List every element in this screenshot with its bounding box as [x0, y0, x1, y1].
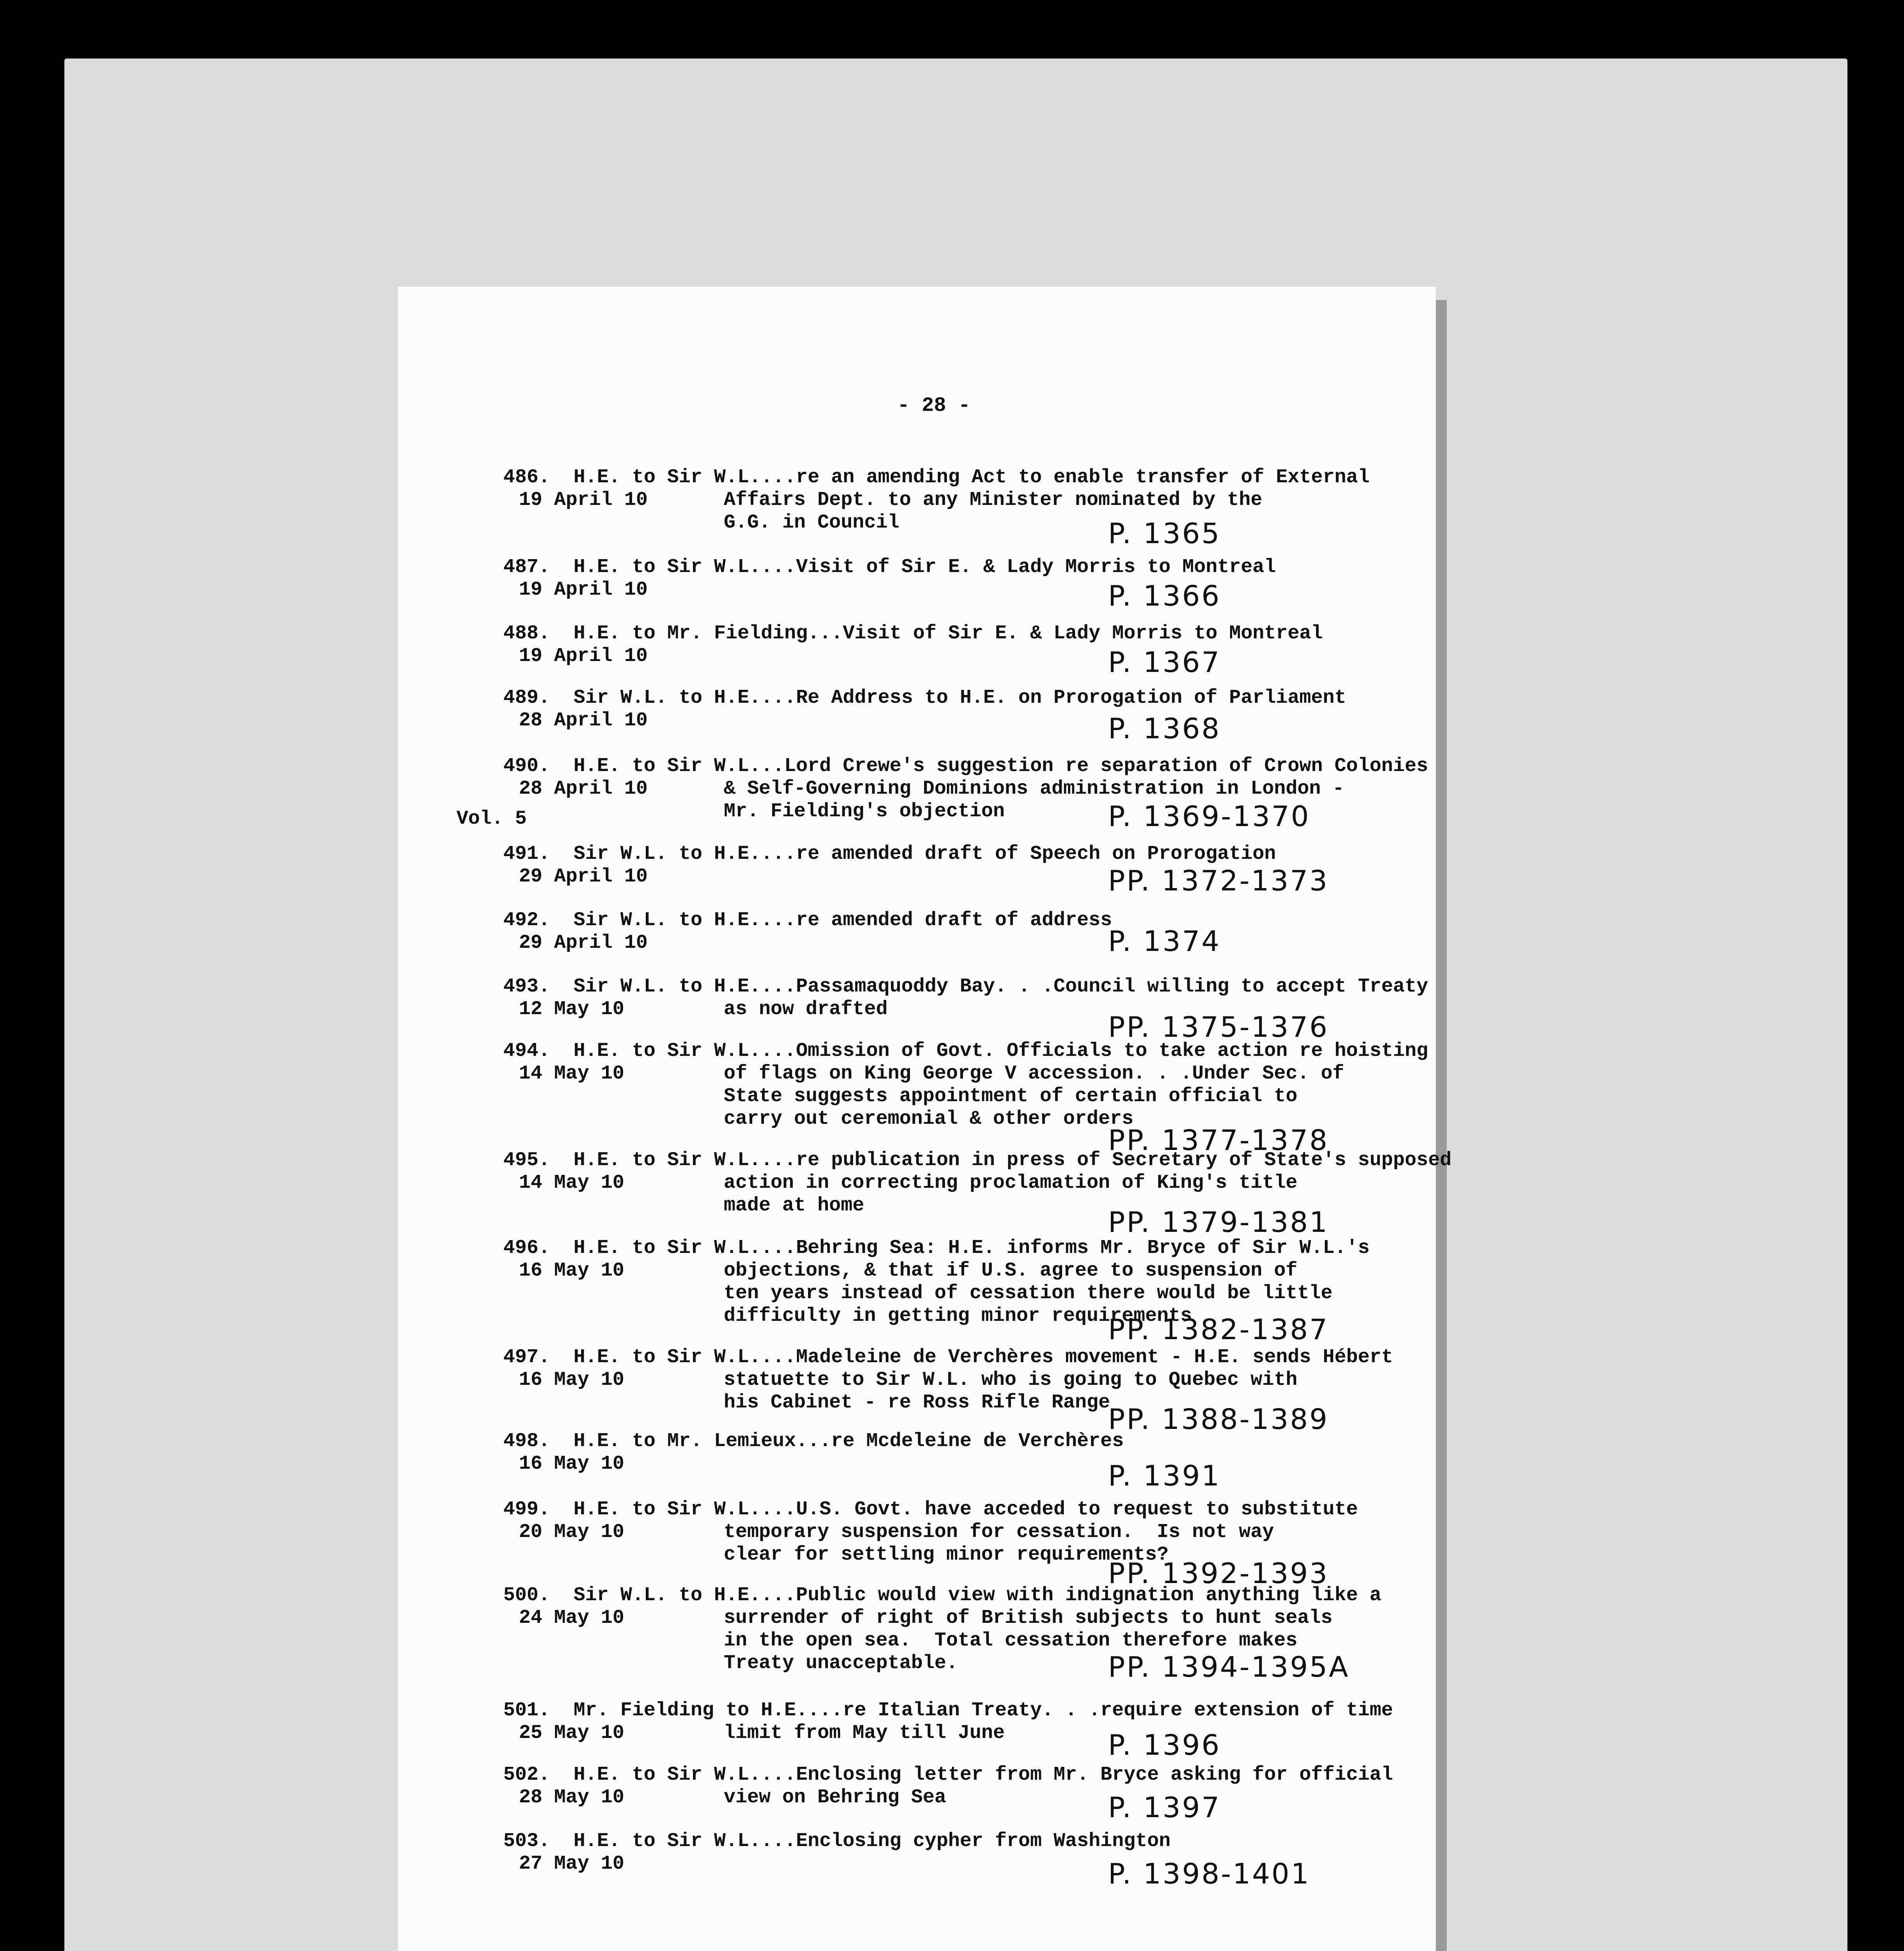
page-reference: P. 1391: [1108, 1459, 1221, 1492]
page-reference: P. 1396: [1108, 1729, 1221, 1761]
entry-parties: H.E. to Sir W.L....: [574, 1346, 796, 1368]
entry-line: [503, 1722, 1440, 1745]
entry-text: of flags on King George V accession. . .Under Sec. of: [724, 1063, 1345, 1085]
entry-parties: H.E. to Sir W.L....: [574, 1830, 796, 1852]
entry-parties: H.E. to Sir W.L....: [574, 1040, 796, 1062]
entry-heading: [503, 1830, 1440, 1853]
page-reference: PP. 1372-1373: [1108, 864, 1329, 897]
entry-parties: H.E. to Mr. Fielding...: [574, 622, 843, 645]
entry-parties: H.E. to Sir W.L....: [574, 1498, 796, 1521]
page-reference: PP. 1379-1381: [1108, 1206, 1329, 1238]
entry-number: 494.: [503, 1040, 551, 1062]
entry-text: ten years instead of cessation there would be little: [724, 1282, 1333, 1304]
entry-heading: [503, 556, 1440, 579]
entry-number: 492.: [503, 909, 551, 931]
entry-498: [503, 1430, 1440, 1475]
entry-heading: [503, 1346, 1440, 1369]
entry-text: Behring Sea: H.E. informs Mr. Bryce of Sir W.L.'s: [796, 1237, 1370, 1259]
entry-text: Treaty unacceptable.: [724, 1652, 958, 1674]
entry-number: 503.: [503, 1830, 551, 1852]
entry-486: [503, 466, 1440, 534]
entry-line: [503, 1607, 1440, 1629]
entry-parties: Sir W.L. to H.E....: [574, 909, 796, 931]
entry-number: 495.: [503, 1149, 551, 1171]
entry-parties: H.E. to Sir W.L....: [574, 466, 796, 489]
entry-heading: [503, 1149, 1452, 1172]
entry-date: 14 May 10: [519, 1172, 625, 1194]
entry-date: 27 May 10: [519, 1853, 625, 1875]
entry-text: re an amending Act to enable transfer of External: [796, 466, 1370, 489]
entry-date: 19 April 10: [519, 645, 648, 667]
entry-number: 498.: [503, 1430, 551, 1452]
entry-489: [503, 687, 1440, 732]
entry-text: Enclosing letter from Mr. Bryce asking for official: [796, 1764, 1393, 1786]
entry-date: 12 May 10: [519, 998, 625, 1020]
entry-text: Public would view with indignation anything like a: [796, 1584, 1382, 1606]
page-reference: P. 1368: [1108, 712, 1221, 745]
entry-heading: [503, 1498, 1440, 1521]
entry-text: clear for settling minor requirements?: [724, 1544, 1169, 1566]
page-reference: PP. 1394-1395A: [1108, 1651, 1350, 1683]
entry-date: 19 April 10: [519, 579, 648, 601]
entry-line: [503, 709, 1440, 732]
entry-text: objections, & that if U.S. agree to suspension of: [724, 1260, 1298, 1282]
entry-line: [503, 1063, 1440, 1085]
entry-heading: [503, 755, 1440, 778]
entry-date: 16 May 10: [519, 1260, 625, 1282]
entry-date: 20 May 10: [519, 1521, 625, 1543]
entry-487: [503, 556, 1440, 601]
entry-date: 16 May 10: [519, 1369, 625, 1391]
entry-number: 488.: [503, 622, 551, 645]
entry-488: [503, 622, 1440, 668]
entry-parties: H.E. to Sir W.L...: [574, 755, 785, 777]
page-number: - 28 -: [897, 394, 971, 417]
entry-text: made at home: [724, 1194, 865, 1217]
entry-line: [503, 1453, 1440, 1475]
entry-text: G.G. in Council: [724, 512, 900, 534]
entry-text: action in correcting proclamation of King's title: [724, 1172, 1298, 1194]
entry-date: 24 May 10: [519, 1607, 625, 1629]
entry-date: 16 May 10: [519, 1453, 625, 1475]
entry-parties: Sir W.L. to H.E....: [574, 843, 796, 865]
entry-text: Visit of Sir E. & Lady Morris to Montreal: [843, 622, 1323, 645]
entry-date: 19 April 10: [519, 489, 648, 511]
entry-heading: [503, 1430, 1440, 1453]
page-reference: PP. 1377-1378: [1108, 1124, 1329, 1157]
entry-text: re Italian Treaty. . .require extension of time: [843, 1699, 1393, 1722]
entry-text: Omission of Govt. Officials to take action re hoisting: [796, 1040, 1428, 1062]
entry-line: [503, 1521, 1440, 1544]
page-reference: PP. 1388-1389: [1108, 1403, 1329, 1436]
entry-line: [503, 932, 1440, 954]
entry-date: 25 May 10: [519, 1722, 625, 1744]
entry-number: 502.: [503, 1764, 551, 1786]
entry-line: [503, 579, 1440, 601]
entry-line: [503, 1369, 1440, 1391]
entry-502: [503, 1764, 1440, 1809]
entry-text: re amended draft of address: [796, 909, 1112, 931]
page-reference: P. 1397: [1108, 1791, 1221, 1824]
entry-text: carry out ceremonial & other orders: [724, 1108, 1134, 1130]
entry-heading: [503, 1699, 1440, 1722]
page-reference: P. 1398-1401: [1108, 1857, 1311, 1890]
entry-parties: Mr. Fielding to H.E....: [574, 1699, 843, 1722]
entry-number: 500.: [503, 1584, 551, 1606]
entry-text: Re Address to H.E. on Prorogation of Parliament: [796, 687, 1346, 709]
entry-date: 28 April 10: [519, 778, 648, 800]
entry-parties: H.E. to Sir W.L....: [574, 556, 796, 578]
entry-499: [503, 1498, 1440, 1566]
entry-parties: Sir W.L. to H.E....: [574, 1584, 796, 1606]
entry-text: Enclosing cypher from Washington: [796, 1830, 1171, 1852]
entry-heading: [503, 976, 1440, 998]
entry-heading: [503, 1237, 1440, 1260]
entry-number: 496.: [503, 1237, 551, 1259]
entry-text: U.S. Govt. have acceded to request to substitute: [796, 1498, 1358, 1521]
entry-text: Passamaquoddy Bay. . .Council willing to accept Treaty: [796, 976, 1428, 998]
entry-494: [503, 1040, 1440, 1130]
entry-text: re publication in press of Secretary of State's supposed: [796, 1149, 1452, 1171]
entry-date: 14 May 10: [519, 1063, 625, 1085]
entry-text: Affairs Dept. to any Minister nominated by the: [724, 489, 1263, 511]
volume-label: Vol. 5: [456, 808, 527, 830]
entry-parties: Sir W.L. to H.E....: [574, 687, 796, 709]
entry-text: difficulty in getting minor requirements: [724, 1305, 1192, 1327]
entry-parties: H.E. to Mr. Lemieux...: [574, 1430, 831, 1452]
entry-line: [503, 1085, 1440, 1108]
page-reference: P. 1365: [1108, 517, 1221, 550]
entry-date: 28 May 10: [519, 1786, 625, 1809]
page-reference: PP. 1382-1387: [1108, 1313, 1329, 1346]
entry-number: 501.: [503, 1699, 551, 1722]
entry-text: Madeleine de Verchères movement - H.E. sends Hébert: [796, 1346, 1393, 1368]
entry-line: [503, 489, 1440, 512]
entry-text: Visit of Sir E. & Lady Morris to Montreal: [796, 556, 1276, 578]
entry-heading: [503, 1040, 1440, 1063]
page-reference: PP. 1375-1376: [1108, 1011, 1329, 1043]
entry-line: [503, 512, 1440, 534]
entry-heading: [503, 687, 1440, 709]
entry-line: [503, 1282, 1440, 1305]
entry-text: & Self-Governing Dominions administration in London -: [724, 778, 1345, 800]
entry-text: Lord Crewe's suggestion re separation of Crown Colonies: [784, 755, 1428, 777]
entry-heading: [503, 1764, 1440, 1786]
entry-line: [503, 1629, 1440, 1652]
entry-heading: [503, 909, 1440, 932]
entry-text: temporary suspension for cessation. Is not way: [724, 1521, 1274, 1543]
page-reference: P. 1374: [1108, 925, 1221, 958]
entry-date: 29 April 10: [519, 865, 648, 888]
entry-number: 493.: [503, 976, 551, 998]
entry-text: view on Behring Sea: [724, 1786, 947, 1809]
entry-line: [503, 778, 1440, 800]
entry-heading: [503, 466, 1440, 489]
page-reference: P. 1366: [1108, 579, 1221, 612]
entry-number: 490.: [503, 755, 551, 777]
page-reference: P. 1367: [1108, 646, 1221, 679]
entry-number: 499.: [503, 1498, 551, 1521]
entry-text: in the open sea. Total cessation therefore makes: [724, 1629, 1298, 1652]
page-reference: PP. 1392-1393: [1108, 1557, 1329, 1590]
entry-date: 28 April 10: [519, 709, 648, 732]
entry-text: surrender of right of British subjects to hunt seals: [724, 1607, 1333, 1629]
entry-line: [503, 1786, 1440, 1809]
entry-line: [503, 1260, 1440, 1282]
entry-parties: H.E. to Sir W.L....: [574, 1764, 796, 1786]
entry-number: 491.: [503, 843, 551, 865]
entry-text: his Cabinet - re Ross Rifle Range: [724, 1391, 1110, 1414]
entry-line: [503, 1172, 1440, 1194]
page-reference: P. 1369-1370: [1108, 800, 1311, 833]
entry-492: [503, 909, 1440, 954]
entry-text: statuette to Sir W.L. who is going to Quebec with: [724, 1369, 1298, 1391]
entry-number: 487.: [503, 556, 551, 578]
entry-number: 486.: [503, 466, 551, 489]
entry-text: re Mcdeleine de Verchères: [831, 1430, 1124, 1452]
entry-parties: H.E. to Sir W.L....: [574, 1237, 796, 1259]
entry-parties: H.E. to Sir W.L....: [574, 1149, 796, 1171]
entry-heading: [503, 622, 1440, 645]
entry-number: 497.: [503, 1346, 551, 1368]
entry-text: Mr. Fielding's objection: [724, 800, 1005, 823]
entry-text: re amended draft of Speech on Prorogation: [796, 843, 1276, 865]
entry-501: [503, 1699, 1440, 1745]
entry-heading: [503, 1584, 1440, 1607]
entry-heading: [503, 843, 1440, 865]
entry-text: as now drafted: [724, 998, 888, 1020]
entry-text: limit from May till June: [724, 1722, 1005, 1744]
entry-date: 29 April 10: [519, 932, 648, 954]
entry-text: State suggests appointment of certain official to: [724, 1085, 1298, 1107]
entry-line: [503, 645, 1440, 668]
entry-number: 489.: [503, 687, 551, 709]
entry-parties: Sir W.L. to H.E....: [574, 976, 796, 998]
